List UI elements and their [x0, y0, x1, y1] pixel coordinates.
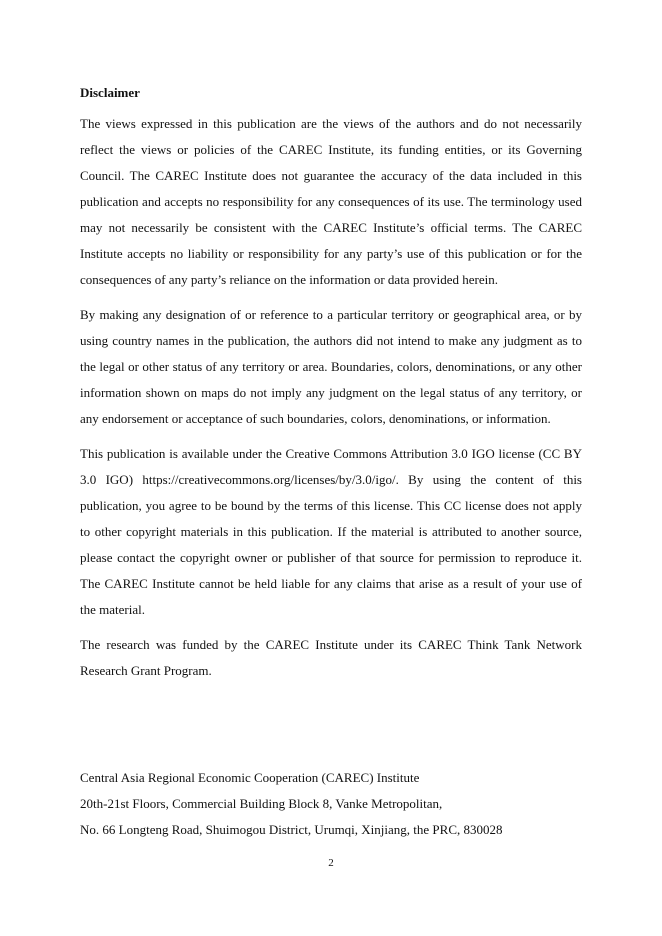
page-number: 2 [328, 857, 334, 869]
address-line-building: 20th-21st Floors, Commercial Building Block 8, Vanke Metropolitan, [80, 796, 443, 811]
disclaimer-paragraph-funding: The research was funded by the CAREC Institute under its CAREC Think Tank Network Research Grant Program. [80, 637, 582, 678]
disclaimer-section [80, 84, 582, 693]
address-line-street: No. 66 Longteng Road, Shuimogou District, Urumqi, Xinjiang, the PRC, 830028 [80, 822, 503, 837]
disclaimer-heading: Disclaimer [80, 85, 140, 100]
address-line-institute-name: Central Asia Regional Economic Cooperation (CAREC) Institute [80, 770, 420, 785]
disclaimer-paragraph-license: This publication is available under the Creative Commons Attribution 3.0 IGO license (CC BY 3.0 IGO) https://creativecommons.org/licenses/by/3.0/igo/. By using the content of this publication, you agree to be bound by the terms of this license. This CC license does not apply to other copyright materials in this publication. If the material is attributed to another source, please contact the copyright owner or publisher of that source for permission to reproduce it. The CAREC Institute cannot be held liable for any claims that arise as a result of your use of the material. [80, 446, 582, 617]
disclaimer-paragraph-views: The views expressed in this publication are the views of the authors and do not necessarily reflect the views or policies of the CAREC Institute, its funding entities, or its Governing Council. The CAREC Institute does not guarantee the accuracy of the data included in this publication and accepts no responsibility for any consequences of its use. The terminology used may not necessarily be consistent with the CAREC Institute’s official terms. The CAREC Institute accepts no liability or responsibility for any party’s use of this publication or for the consequences of any party’s reliance on the information or data provided herein. [80, 116, 582, 287]
disclaimer-paragraph-territory: By making any designation of or reference to a particular territory or geographical area, or by using country names in the publication, the authors did not intend to make any judgment as to the legal or other status of any territory or area. Boundaries, colors, denominations, or any other information shown on maps do not imply any judgment on the legal status of any territory, or any endorsement or acceptance of such boundaries, colors, denominations, or information. [80, 307, 582, 426]
institute-address [80, 765, 582, 843]
